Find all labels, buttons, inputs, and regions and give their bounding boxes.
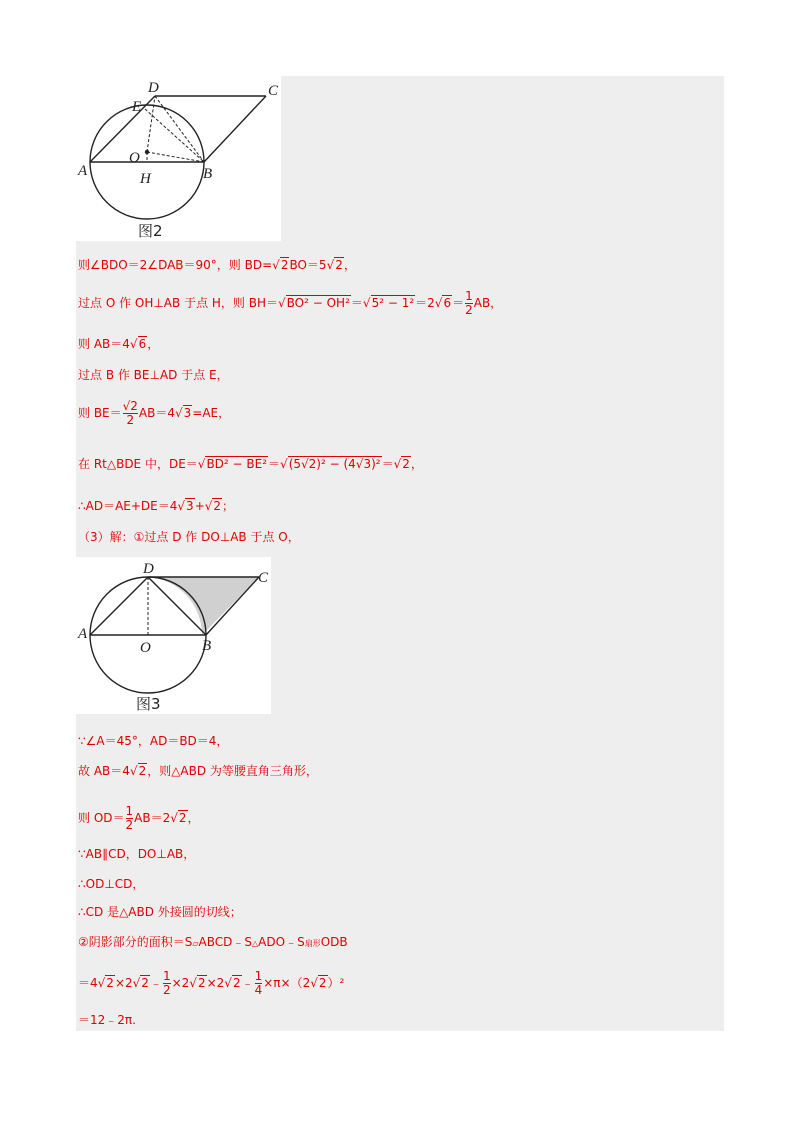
line-17: ＝12﹣2π.: [78, 1013, 136, 1027]
label-o: O: [129, 150, 140, 166]
line-16: ＝4√2×2√2﹣ $\frac{1}{2}$ ×2√2×2√2﹣ $\frac{1}{4}$ ×π×（2√2）²: [78, 969, 345, 997]
figure-3-caption: 图3: [136, 695, 161, 713]
segment-ob: [147, 152, 204, 162]
segment-ad: [90, 577, 148, 635]
figure-3: [76, 557, 271, 714]
figure-2-caption: 图2: [138, 222, 163, 240]
label-h: H: [140, 171, 151, 187]
segment-bd: [155, 96, 204, 162]
figure-2: [76, 76, 281, 241]
line-12: ∵AB∥CD，DO⊥AB，: [78, 847, 196, 861]
shaded-region: [148, 577, 259, 635]
label-a: A: [78, 626, 88, 642]
line-9: ∵∠A＝45°，AD＝BD＝4，: [78, 734, 229, 748]
label-c: C: [268, 83, 279, 99]
line-7: ∴AD＝AE+DE＝4√3+√2；: [78, 499, 235, 513]
line-15: ②阴影部分的面积＝S▱ABCD﹣S△ADO﹣S扇形ODB: [78, 935, 348, 949]
figure-3-diagram: [76, 557, 271, 714]
line-3: 则 AB＝4√6，: [78, 337, 160, 351]
line-4: 过点 B 作 BE⊥AD 于点 E，: [78, 368, 229, 382]
line-5: 则 BE＝ $\frac{√2}{2}$ AB＝4√3=AE，: [78, 399, 231, 427]
line-14: ∴CD 是△ABD 外接圆的切线；: [78, 905, 242, 919]
label-b: B: [202, 638, 212, 654]
line-2: 过点 O 作 OH⊥AB 于点 H，则 BH＝√BO² − OH²＝√5² − 1²＝2√6＝ $\frac{1}{2}$ AB，: [78, 289, 503, 317]
segment-be: [145, 109, 204, 162]
label-a: A: [78, 163, 88, 179]
figure-2-diagram: [76, 76, 281, 241]
line-6: 在 Rt△BDE 中，DE＝√BD² − BE²＝√(5√2)² − (4√3)²＝√2，: [78, 457, 423, 471]
line-11: 则 OD＝ $\frac{1}{2}$ AB＝2√2，: [78, 804, 200, 832]
segment-bc: [204, 96, 266, 162]
line-13: ∴OD⊥CD，: [78, 877, 145, 891]
label-e: E: [132, 99, 142, 115]
point-o: [145, 150, 149, 154]
label-d: D: [143, 561, 154, 577]
line-8: （3）解：①过点 D 作 DO⊥AB 于点 O，: [78, 530, 300, 544]
line-1: 则∠BDO＝2∠DAB＝90°，则 BD=√2BO＝5√2，: [78, 258, 356, 272]
label-o: O: [140, 640, 151, 656]
label-c: C: [258, 570, 269, 586]
label-d: D: [148, 80, 159, 96]
label-b: B: [203, 166, 213, 182]
line-10: 故 AB＝4√2，则△ABD 为等腰直角三角形，: [78, 764, 318, 778]
